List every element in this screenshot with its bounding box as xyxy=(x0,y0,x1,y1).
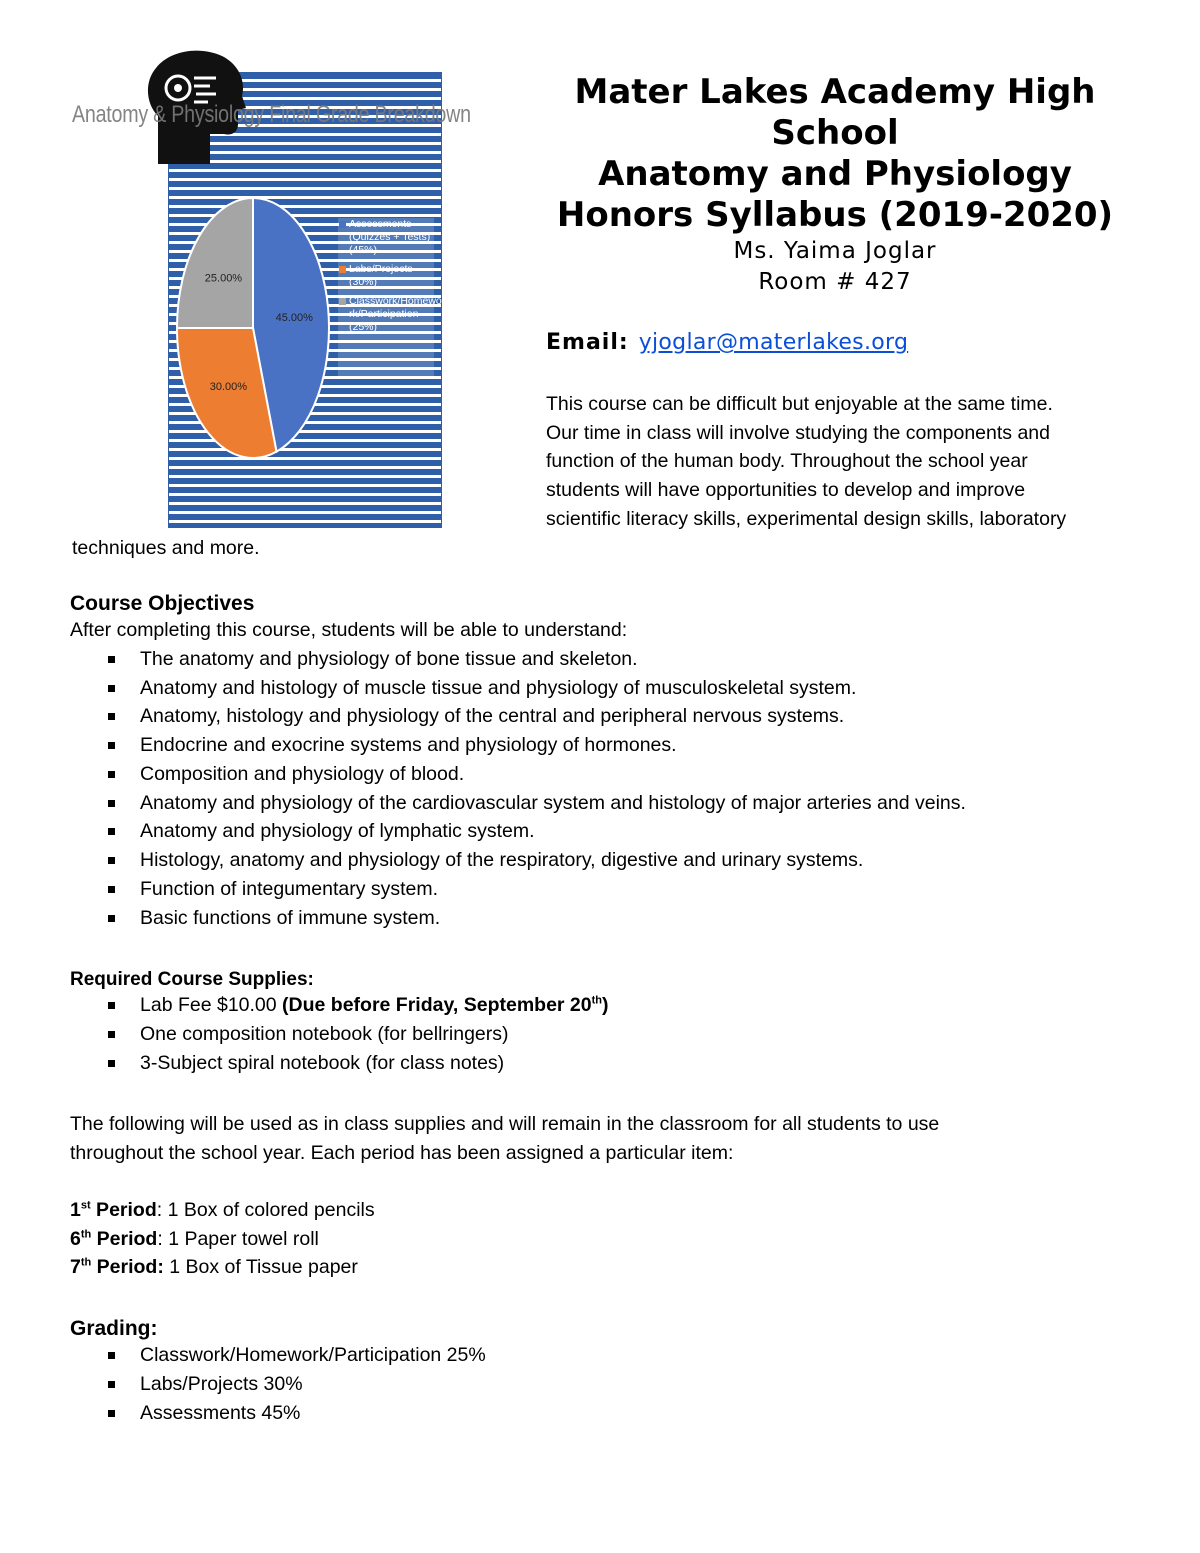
list-item: Endocrine and exocrine systems and physiology of hormones. xyxy=(70,731,1150,760)
period-line xyxy=(70,1253,1150,1282)
period-item: : 1 Box of colored pencils xyxy=(156,1199,375,1221)
legend-label: (45%) xyxy=(349,244,378,256)
legend-item-classwork xyxy=(338,295,442,334)
supplies-list xyxy=(70,991,1150,1077)
period-sup: th xyxy=(80,1256,92,1269)
chart-title: Anatomy & Physiology Final Grade Breakdown xyxy=(72,101,471,128)
intro-line: scientific literacy skills, experimental design skills, laboratory xyxy=(546,507,1067,530)
data-label-assessments: 45.00% xyxy=(275,311,313,324)
lab-fee-due: (Due before Friday, September 20 xyxy=(282,994,592,1016)
period-item: : 1 Paper towel roll xyxy=(157,1227,319,1250)
period-sup: st xyxy=(80,1199,91,1212)
legend-label: (25%) xyxy=(349,321,378,333)
legend-label: Assessments xyxy=(349,218,412,230)
period-line xyxy=(70,1225,1150,1254)
list-item: Classwork/Homework/Participation 25% xyxy=(70,1341,1150,1370)
legend-key xyxy=(339,266,346,273)
list-item: Anatomy, histology and physiology of the central and peripheral nervous systems. xyxy=(70,702,1150,731)
list-item: One composition notebook (for bellringers) xyxy=(70,1020,1150,1049)
intro-line: function of the human body. Throughout the school year xyxy=(546,450,1028,473)
paragraph-line: throughout the school year. Each period has been assigned a particular item: xyxy=(70,1141,734,1164)
teacher-name: Ms. Yaima Joglar xyxy=(733,238,937,264)
room-number: Room # 427 xyxy=(758,269,912,295)
period-number: 1 xyxy=(70,1199,81,1221)
lab-fee-sup: th xyxy=(591,994,602,1007)
list-item: Anatomy and physiology of lymphatic system. xyxy=(70,817,1150,846)
grading-list xyxy=(70,1341,1150,1427)
title-line: Honors Syllabus (2019-2020) xyxy=(556,195,1114,235)
intro-line: This course can be difficult but enjoyable at the same time. xyxy=(546,393,1053,415)
objectives-heading: Course Objectives xyxy=(70,592,255,615)
period-number: 6 xyxy=(70,1227,81,1250)
list-item: Anatomy and physiology of the cardiovascular system and histology of major arteries and veins. xyxy=(70,789,1150,818)
grading-section xyxy=(70,1317,1150,1427)
objectives-section xyxy=(70,592,1150,933)
intro-line: Our time in class will involve studying the components and xyxy=(546,421,1050,444)
legend-item-labs xyxy=(338,263,434,289)
email-label: Email: xyxy=(546,330,629,355)
list-item: Assessments 45% xyxy=(70,1399,1150,1428)
list-item: Function of integumentary system. xyxy=(70,875,1150,904)
period-item: 1 Box of Tissue paper xyxy=(163,1256,358,1279)
list-item: Histology, anatomy and physiology of the respiratory, digestive and urinary systems. xyxy=(70,846,1150,875)
period-label: Period: xyxy=(91,1256,164,1279)
list-item: 3-Subject spiral notebook (for class notes) xyxy=(70,1049,1150,1078)
list-item: The anatomy and physiology of bone tissue and skeleton. xyxy=(70,645,1150,674)
legend-key xyxy=(339,221,346,228)
period-label: Period xyxy=(90,1199,157,1221)
list-item: Basic functions of immune system. xyxy=(70,904,1150,933)
legend-key xyxy=(339,298,346,305)
objectives-lead: After completing this course, students will be able to understand: xyxy=(70,619,628,641)
period-assignments xyxy=(70,1196,1150,1282)
grading-heading: Grading: xyxy=(70,1317,158,1340)
title-line: School xyxy=(771,113,899,153)
intro-line: students will have opportunities to develop and improve xyxy=(546,479,1026,502)
teacher-info xyxy=(540,236,1130,298)
legend-label: (30%) xyxy=(349,276,378,288)
paragraph-line: The following will be used as in class supplies and will remain in the classroom for all students to use xyxy=(70,1113,940,1135)
legend-label: Classwork/Homewo xyxy=(349,295,442,307)
list-item: Composition and physiology of blood. xyxy=(70,760,1150,789)
objectives-list xyxy=(70,645,1150,933)
email-line xyxy=(546,330,908,355)
class-supplies-paragraph xyxy=(70,1110,1150,1167)
legend-label: (Quizzes + Tests) xyxy=(349,231,431,243)
email-link[interactable]: yjoglar@materlakes.org xyxy=(638,330,909,355)
pie-chart xyxy=(168,195,338,475)
period-number: 7 xyxy=(70,1256,81,1279)
period-line xyxy=(70,1196,1150,1225)
legend-label: rk/Participation xyxy=(349,308,419,320)
title-line: Mater Lakes Academy High xyxy=(574,72,1096,112)
supplies-heading: Required Course Supplies: xyxy=(70,969,314,990)
list-item: Anatomy and histology of muscle tissue and physiology of musculoskeletal system. xyxy=(70,674,1150,703)
pie-slice-classwork xyxy=(177,198,253,328)
legend-label: Labs/Projects xyxy=(349,263,413,275)
title-line: Anatomy and Physiology xyxy=(598,154,1072,194)
lab-fee-text: Lab Fee $10.00 xyxy=(140,994,283,1016)
period-sup: th xyxy=(80,1228,92,1241)
chart-legend xyxy=(338,218,442,378)
page-title xyxy=(540,72,1130,236)
intro-continuation: techniques and more. xyxy=(72,537,260,559)
data-label-labs: 30.00% xyxy=(209,380,248,393)
legend-item-assessments xyxy=(338,218,434,257)
supplies-section xyxy=(70,969,1150,1077)
lab-fee-close: ) xyxy=(602,994,609,1016)
intro-paragraph xyxy=(546,390,1136,534)
list-item: Labs/Projects 30% xyxy=(70,1370,1150,1399)
period-label: Period xyxy=(91,1227,158,1250)
list-item-lab-fee xyxy=(70,991,1150,1020)
data-label-classwork: 25.00% xyxy=(204,272,243,285)
